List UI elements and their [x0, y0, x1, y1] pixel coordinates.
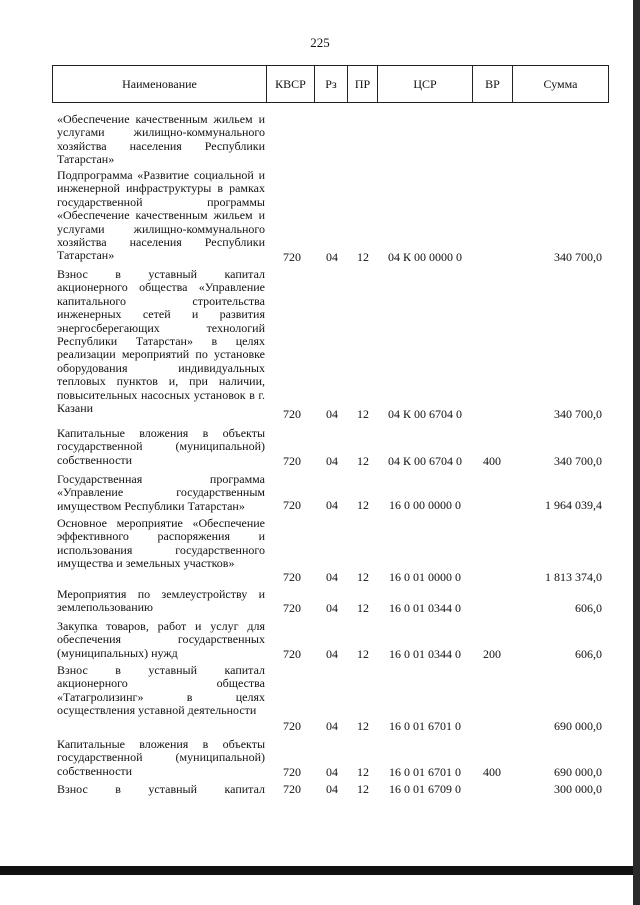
header-name: Наименование — [52, 65, 267, 103]
row-sum: 606,0 — [575, 647, 602, 661]
row-csr: 04 К 00 6704 0 — [387, 454, 462, 468]
row-kvsr: 720 — [283, 498, 301, 512]
header-kvsr: КВСР — [267, 65, 315, 103]
row-sum: 340 700,0 — [554, 454, 602, 468]
row-csr: 16 0 00 0000 0 — [389, 498, 461, 512]
header-sum: Сумма — [513, 65, 609, 103]
row-rz: 04 — [326, 454, 338, 468]
row-csr: 16 0 01 0000 0 — [389, 570, 461, 584]
row-sum: 1 813 374,0 — [545, 570, 602, 584]
row-pr: 12 — [357, 407, 369, 421]
row-pr: 12 — [357, 498, 369, 512]
row-vr: 400 — [483, 454, 501, 468]
row-kvsr: 720 — [283, 454, 301, 468]
row-vr: 200 — [483, 647, 501, 661]
row-sum: 690 000,0 — [554, 719, 602, 733]
row-csr: 16 0 01 6701 0 — [389, 719, 461, 733]
row-rz: 04 — [326, 765, 338, 779]
row-name: Капитальные вложения в объекты государственной (муниципальной) собственности — [57, 737, 265, 778]
row-pr: 12 — [357, 782, 369, 796]
row-pr: 12 — [357, 601, 369, 615]
row-sum: 300 000,0 — [554, 782, 602, 796]
header-rz: Рз — [315, 65, 348, 103]
row-rz: 04 — [326, 570, 338, 584]
row-rz: 04 — [326, 498, 338, 512]
row-sum: 340 700,0 — [554, 407, 602, 421]
row-csr: 16 0 01 6709 0 — [389, 782, 461, 796]
page-number: 225 — [310, 35, 330, 50]
row-csr: 16 0 01 0344 0 — [389, 647, 461, 661]
header-vr: ВР — [473, 65, 513, 103]
row-csr: 04 К 00 6704 0 — [387, 407, 462, 421]
row-name: Капитальные вложения в объекты государственной (муниципальной) собственности — [57, 426, 265, 467]
row-pr: 12 — [357, 765, 369, 779]
row-name: «Обеспечение качественным жильем и услугами жилищно-коммунального хозяйства населения Республики Татарстан» — [57, 112, 265, 167]
header-pr: ПР — [348, 65, 378, 103]
row-pr: 12 — [357, 570, 369, 584]
row-kvsr: 720 — [283, 250, 301, 264]
row-kvsr: 720 — [283, 782, 301, 796]
row-name: Подпрограмма «Развитие социальной и инженерной инфраструктуры в рамках государственной программы «Обеспечение качественным жильем и услугами жилищно-коммунального хозяйства населения Республики Татарстан» — [57, 168, 265, 263]
row-name: Мероприятия по землеустройству и землепользованию — [57, 587, 265, 615]
row-rz: 04 — [326, 782, 338, 796]
row-rz: 04 — [326, 601, 338, 615]
row-csr: 04 К 00 0000 0 — [387, 250, 462, 264]
row-name: Взнос в уставный капитал — [57, 782, 265, 796]
row-kvsr: 720 — [283, 570, 301, 584]
row-sum: 690 000,0 — [554, 765, 602, 779]
row-name: Основное мероприятие «Обеспечение эффективного распоряжения и использования государственного имущества и земельных участков» — [57, 516, 265, 571]
row-sum: 340 700,0 — [554, 250, 602, 264]
row-pr: 12 — [357, 454, 369, 468]
row-name: Государственная программа «Управление государственным имуществом Республики Татарстан» — [57, 472, 265, 513]
row-kvsr: 720 — [283, 407, 301, 421]
row-rz: 04 — [326, 647, 338, 661]
row-csr: 16 0 01 6701 0 — [389, 765, 461, 779]
row-sum: 1 964 039,4 — [545, 498, 602, 512]
row-name: Взнос в уставный капитал акционерного общества «Управление капитального строительства инженерных сетей и развития энергосберегающих технологий Республики Татарстан» в целях реализации мероприятий по установке оборудования индивидуальных тепловых пунктов и, при наличии, повысительных насосных установок в г. Казани — [57, 267, 265, 416]
row-rz: 04 — [326, 719, 338, 733]
row-kvsr: 720 — [283, 765, 301, 779]
row-sum: 606,0 — [575, 601, 602, 615]
row-vr: 400 — [483, 765, 501, 779]
row-csr: 16 0 01 0344 0 — [389, 601, 461, 615]
row-pr: 12 — [357, 719, 369, 733]
row-kvsr: 720 — [283, 601, 301, 615]
row-rz: 04 — [326, 250, 338, 264]
row-name: Взнос в уставный капитал акционерного общества «Татагролизинг» в целях осуществления уставной деятельности — [57, 663, 265, 718]
row-name: Закупка товаров, работ и услуг для обеспечения государственных (муниципальных) нужд — [57, 619, 265, 660]
header-csr: ЦСР — [378, 65, 473, 103]
scan-right-edge — [633, 0, 640, 905]
row-pr: 12 — [357, 250, 369, 264]
row-kvsr: 720 — [283, 719, 301, 733]
scan-bottom-border — [0, 866, 640, 875]
row-pr: 12 — [357, 647, 369, 661]
row-kvsr: 720 — [283, 647, 301, 661]
row-rz: 04 — [326, 407, 338, 421]
